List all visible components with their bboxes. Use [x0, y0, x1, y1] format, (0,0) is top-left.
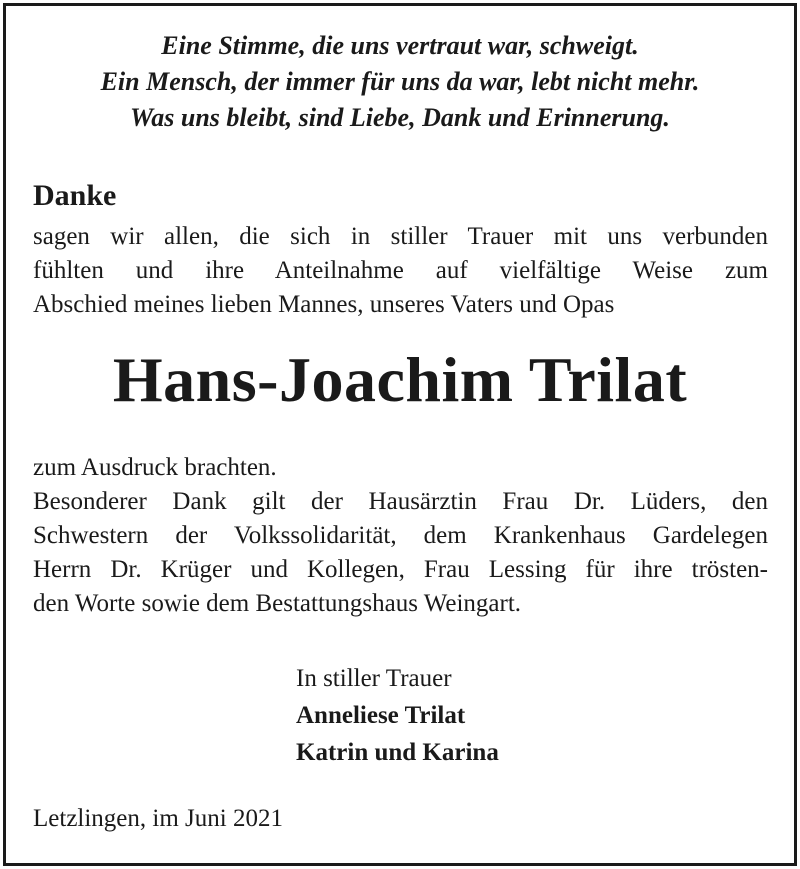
mourner-name: Anneliese Trilat: [296, 702, 466, 729]
motto-line: Eine Stimme, die uns vertraut war, schweigt.: [161, 31, 639, 60]
motto-line: Was uns bleibt, sind Liebe, Dank und Erinnerung.: [130, 103, 670, 132]
place-date: Letzlingen, im Juni 2021: [33, 805, 283, 832]
mourners-signature: [296, 660, 499, 771]
closing-line: Schwestern der Volkssolidarität, dem Krankenhaus Gardelegen: [33, 522, 768, 549]
intro-line: fühlten und ihre Anteilnahme auf vielfältige Weise zum: [33, 257, 768, 284]
intro-line: Abschied meines lieben Mannes, unseres Vaters und Opas: [33, 291, 615, 318]
motto-verse: [0, 28, 800, 136]
intro-paragraph: [33, 220, 768, 322]
closing-line: Herrn Dr. Krüger und Kollegen, Frau Lessing für ihre trösten-: [33, 556, 768, 583]
closing-paragraph: [33, 451, 768, 621]
thanks-heading: Danke: [33, 179, 117, 212]
closing-line: Besonderer Dank gilt der Hausärztin Frau Dr. Lüders, den: [33, 488, 768, 515]
closing-line: den Worte sowie dem Bestattungshaus Weingart.: [33, 590, 522, 617]
motto-line: Ein Mensch, der immer für uns da war, lebt nicht mehr.: [100, 67, 700, 96]
intro-line: sagen wir allen, die sich in stiller Trauer mit uns verbunden: [33, 223, 768, 250]
deceased-name: Hans-Joachim Trilat: [112, 344, 688, 415]
closing-line: zum Ausdruck brachten.: [33, 454, 277, 481]
mourner-name: Katrin und Karina: [296, 739, 499, 766]
mourning-intro: In stiller Trauer: [296, 665, 452, 692]
